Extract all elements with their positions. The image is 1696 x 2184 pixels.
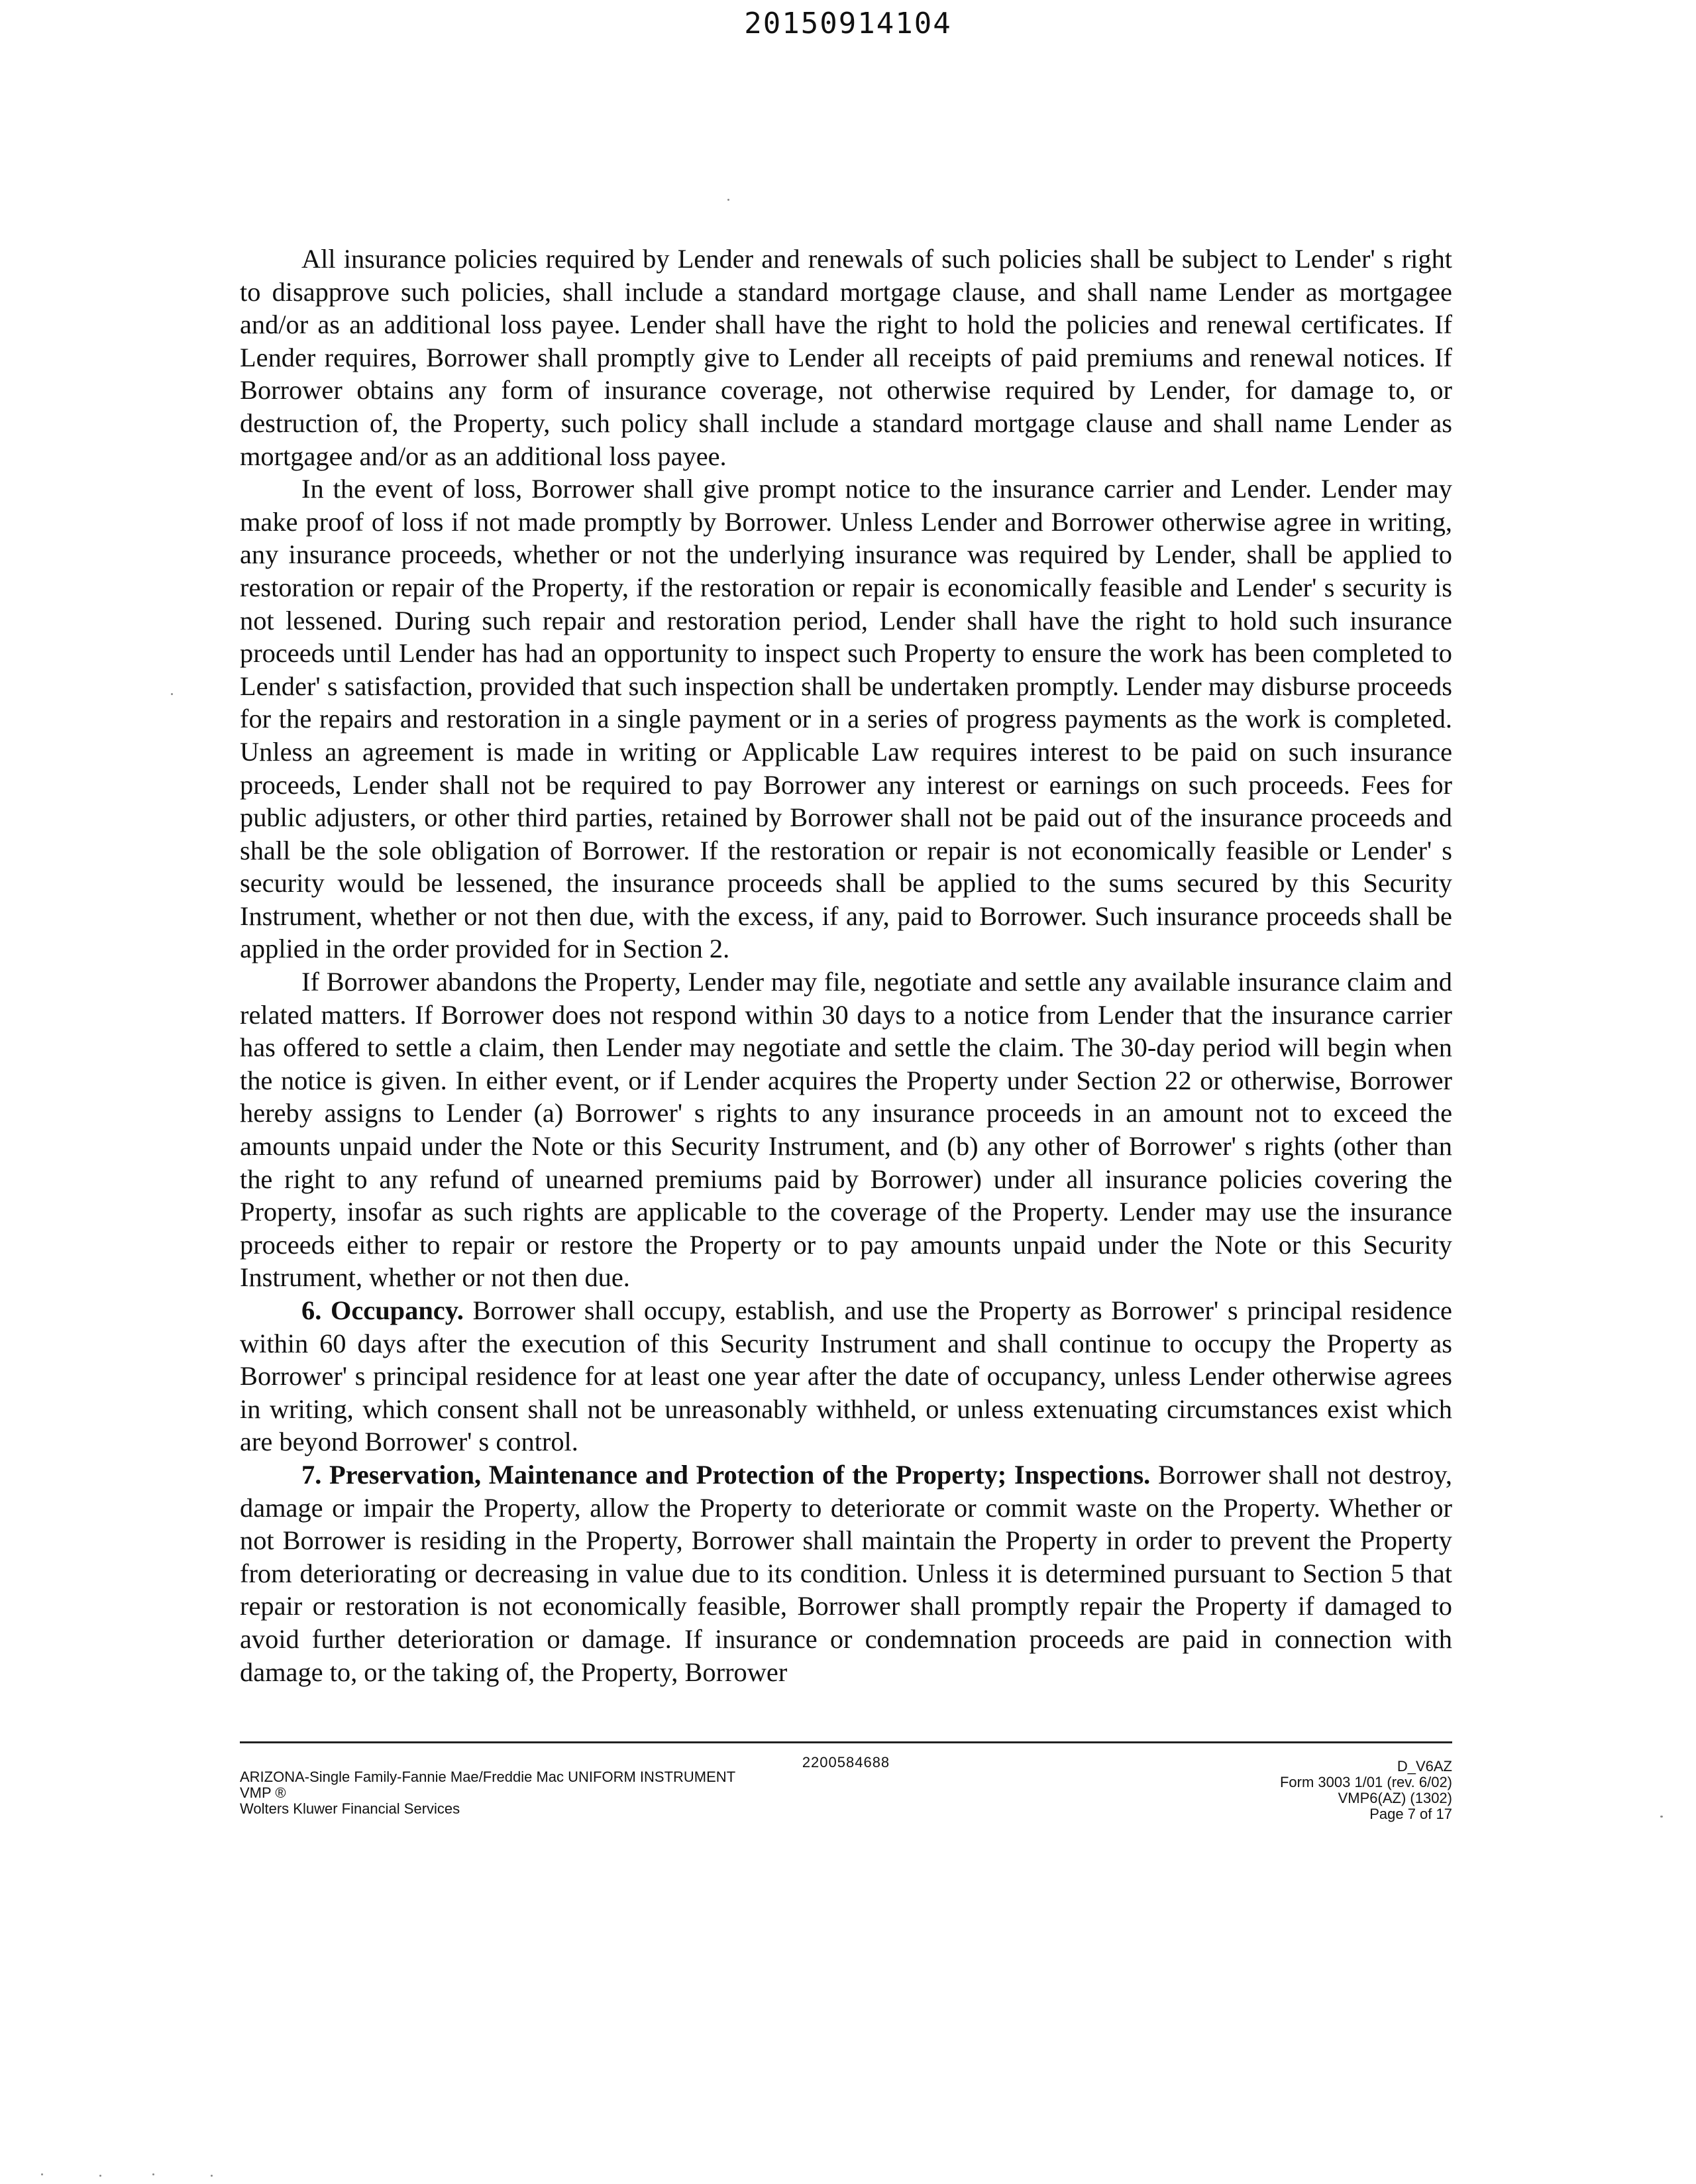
footer-doc-code: D_V6AZ <box>1397 1758 1452 1774</box>
scan-speck <box>99 2175 101 2177</box>
scan-speck <box>152 2173 154 2175</box>
section-7-heading: 7. Preservation, Maintenance and Protection of the Property; Inspections. <box>301 1459 1151 1490</box>
scan-speck <box>211 2175 213 2177</box>
section-6-occupancy <box>240 1294 1452 1458</box>
footer-vmp-code: VMP6(AZ) (1302) <box>1338 1790 1452 1806</box>
section-6-heading: 6. Occupancy. <box>301 1295 464 1325</box>
footer-divider <box>240 1741 1452 1743</box>
recording-number: 20150914104 <box>744 7 952 40</box>
footer-form-number: Form 3003 1/01 (rev. 6/02) <box>1279 1774 1452 1790</box>
footer-form-info <box>240 1769 735 1817</box>
scan-speck <box>1660 1816 1663 1818</box>
scan-speck <box>727 199 729 201</box>
document-body <box>240 243 1452 1688</box>
footer-form-codes <box>1280 1759 1452 1822</box>
paragraph-abandonment: If Borrower abandons the Property, Lender may file, negotiate and settle any available insurance claim and related matters. If Borrower does not respond within 30 days to a notice from Lender that the insurance carrier has offered to settle a claim, then Lender may negotiate and settle the claim. The 30-day period will begin when the notice is given. In either event, or if Lender acquires the Property under Section 22 or otherwise, Borrower hereby assigns to Lender (a) Borrower' s rights to any insurance proceeds in an amount not to exceed the amounts unpaid under the Note or this Security Instrument, and (b) any other of Borrower' s rights (other than the right to any refund of unearned premiums paid by Borrower) under all insurance policies covering the Property, insofar as such rights are applicable to the coverage of the Property. Lender may use the insurance proceeds either to repair or restore the Property or to pay amounts unpaid under the Note or this Security Instrument, whether or not then due. <box>240 967 1452 1293</box>
paragraph-insurance-policies: All insurance policies required by Lender and renewals of such policies shall be subject to Lender' s right to disapprove such policies, shall include a standard mortgage clause, and shall name Lender as mortgagee and/or as an additional loss payee. Lender shall have the right to hold the policies and renewal certificates. If Lender requires, Borrower shall promptly give to Lender all receipts of paid premiums and renewal notices. If Borrower obtains any form of insurance coverage, not otherwise required by Lender, for damage to, or destruction of, the Property, such policy shall include a standard mortgage clause and shall name Lender as mortgagee and/or as an additional loss payee. <box>240 244 1452 471</box>
section-6-text: Borrower shall occupy, establish, and use the Property as Borrower' s principal residence within 60 days after the execution of this Security Instrument and shall continue to occupy the Property as Borrower' s principal residence for at least one year after the date of occupancy, unless Lender otherwise agrees in writing, which consent shall not be unreasonably withheld, or unless extenuating circumstances exist which are beyond Borrower' s control. <box>240 1295 1452 1457</box>
section-7-text: Borrower shall not destroy, damage or impair the Property, allow the Property to deteriorate or commit waste on the Property. Whether or not Borrower is residing in the Property, Borrower shall maintain the Property in order to prevent the Property from deteriorating or decreasing in value due to its condition. Unless it is determined pursuant to Section 5 that repair or restoration is not economically feasible, Borrower shall promptly repair the Property if damaged to avoid further deterioration or damage. If insurance or condemnation proceeds are paid in connection with damage to, or the taking of, the Property, Borrower <box>240 1459 1452 1687</box>
footer-page-number: Page 7 of 17 <box>1369 1806 1452 1822</box>
scan-speck <box>171 693 173 695</box>
footer-vmp: VMP ® <box>240 1784 286 1801</box>
page-footer <box>240 1755 1452 1828</box>
scan-speck <box>41 2173 43 2175</box>
footer-form-title: ARIZONA-Single Family-Fannie Mae/Freddie Mac UNIFORM INSTRUMENT <box>240 1769 736 1785</box>
paragraph-event-of-loss: In the event of loss, Borrower shall give prompt notice to the insurance carrier and Lender. Lender may make proof of loss if not made promptly by Borrower. Unless Lender and Borrower otherwise agree in writing, any insurance proceeds, whether or not the underlying insurance was required by Lender, shall be applied to restoration or repair of the Property, if the restoration or repair is economically feasible and Lender' s security is not lessened. During such repair and restoration period, Lender shall have the right to hold such insurance proceeds until Lender has had an opportunity to inspect such Property to ensure the work has been completed to Lender' s satisfaction, provided that such inspection shall be undertaken promptly. Lender may disburse proceeds for the repairs and restoration in a single payment or in a series of progress payments as the work is completed. Unless an agreement is made in writing or Applicable Law requires interest to be paid on such insurance proceeds, Lender shall not be required to pay Borrower any interest or earnings on such proceeds. Fees for public adjusters, or other third parties, retained by Borrower shall not be paid out of the insurance proceeds and shall be the sole obligation of Borrower. If the restoration or repair is not economically feasible or Lender' s security would be lessened, the insurance proceeds shall be applied to the sums secured by this Security Instrument, whether or not then due, with the excess, if any, paid to Borrower. Such insurance proceeds shall be applied in the order provided for in Section 2. <box>240 474 1452 964</box>
loan-number: 2200584688 <box>802 1754 890 1771</box>
section-7-preservation <box>240 1458 1452 1688</box>
footer-publisher: Wolters Kluwer Financial Services <box>240 1800 460 1817</box>
